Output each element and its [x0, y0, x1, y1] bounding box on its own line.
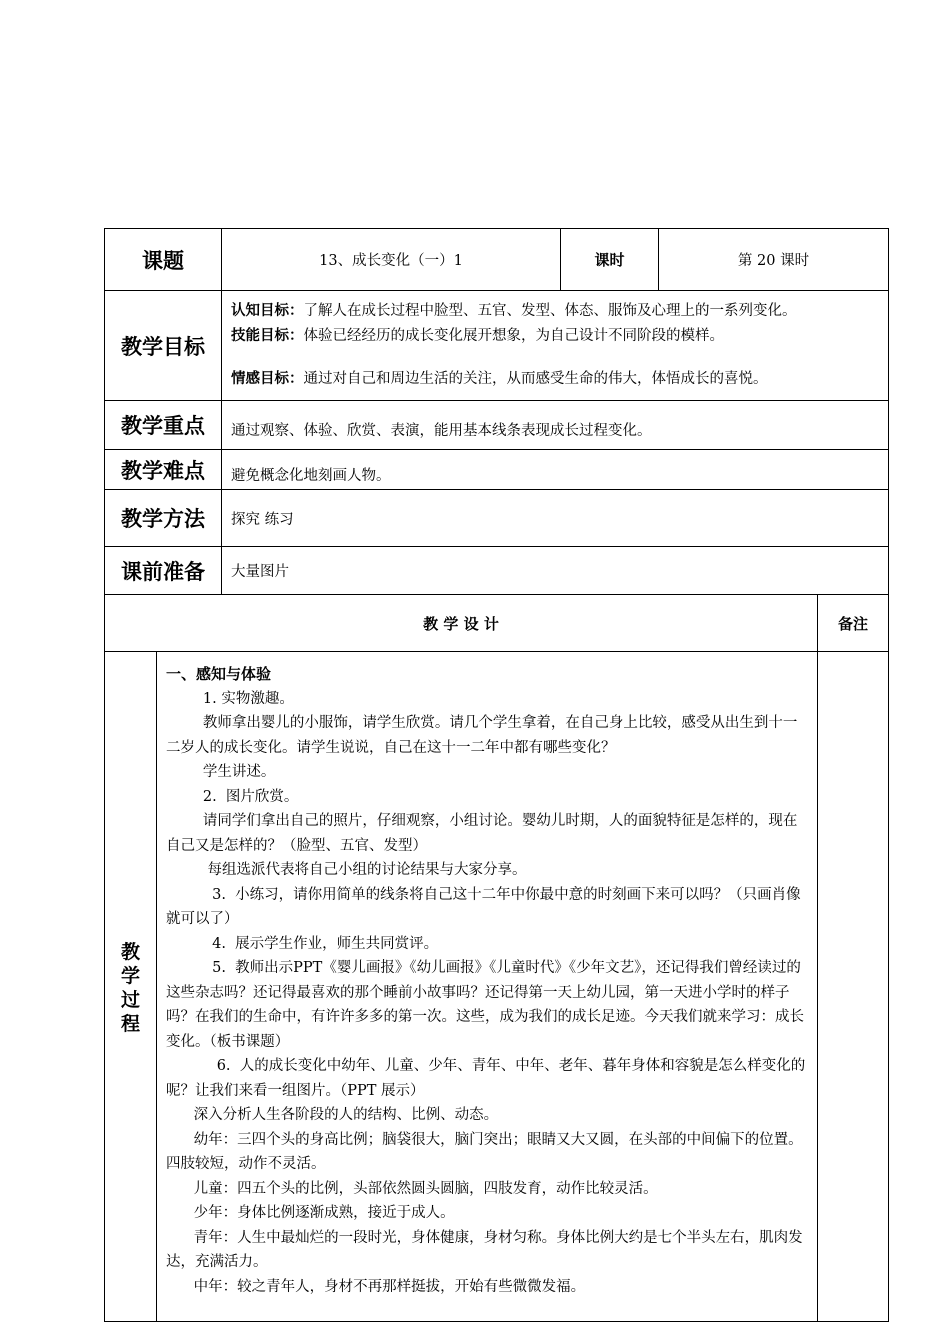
process-paragraph: 学生讲述。 — [166, 764, 276, 780]
process-paragraph: 教师拿出婴儿的小服饰，请学生欣赏。请几个学生拿着，在自己身上比较，感受从出生到十一二岁人的成长变化。请学生说说，自己在这十一二年中都有哪些变化？ — [166, 715, 798, 756]
process-paragraph: 青年：人生中最灿烂的一段时光，身体健康，身材匀称。身体比例大约是七个半头左右，肌肉发达，充满活力。 — [166, 1229, 803, 1270]
difficulties-value: 避免概念化地刻画人物。 — [231, 468, 391, 484]
row-divider — [104, 651, 889, 652]
notes-header: 备注 — [837, 614, 868, 633]
side-char: 教 — [120, 941, 140, 963]
key-points-value: 通过观察、体验、欣赏、表演，能用基本线条表现成长过程变化。 — [231, 422, 652, 439]
topic-label: 课题 — [142, 248, 184, 273]
process-paragraph: 儿童：四五个头的比例，头部依然圆头圆脑，四肢发育，动作比较灵活。 — [166, 1180, 658, 1197]
notes-column-divider — [817, 594, 818, 1322]
design-header: 教 学 设 计 — [423, 614, 499, 633]
skill-goal-label: 技能目标： — [231, 328, 304, 344]
goals-label: 教学目标 — [121, 334, 205, 359]
cognitive-goal — [231, 299, 797, 320]
difficulties-label: 教学难点 — [121, 458, 205, 483]
preparation-value: 大量图片 — [231, 564, 289, 580]
side-char: 过 — [120, 989, 140, 1011]
process-paragraph: 深入分析人生各阶段的人的结构、比例、动态。 — [166, 1107, 499, 1123]
side-char: 学 — [120, 965, 140, 987]
cognitive-goal-label: 认知目标： — [231, 303, 304, 319]
process-paragraph: 3. 小练习，请你用简单的线条将自己这十二年中你最中意的时刻画下来可以吗？（只画肖像就可以了） — [166, 886, 801, 927]
process-paragraph: 4. 展示学生作业，师生共同赏评。 — [166, 935, 439, 952]
key-points-label: 教学重点 — [121, 414, 205, 438]
process-side-label — [105, 940, 156, 1036]
side-label-divider — [156, 651, 157, 1322]
process-paragraph: 2. 图片欣赏。 — [166, 788, 299, 805]
emotion-goal-text: 通过对自己和周边生活的关注，从而感受生命的伟大，体悟成长的喜悦。 — [303, 371, 768, 387]
process-paragraph: 1. 实物激趣。 — [166, 690, 294, 707]
skill-goal-text: 体验已经经历的成长变化展开想象，为自己设计不同阶段的模样。 — [303, 328, 724, 344]
process-paragraph: 中年：较之青年人，身材不再那样挺拔，开始有些微微发福。 — [166, 1278, 586, 1295]
skill-goal — [231, 324, 724, 345]
process-paragraph: 6. 人的成长变化中幼年、儿童、少年、青年、中年、老年、暮年身体和容貌是怎么样变化的呢？让我们来看一组图片。（PPT 展示） — [166, 1058, 806, 1099]
process-paragraph: 5. 教师出示PPT《婴儿画报》《幼儿画报》《儿童时代》《少年文艺》，还记得我们曾经读过的这些杂志吗？还记得最喜欢的那个睡前小故事吗？还记得第一天上幼儿园，第一天进小学时的样子吗？在我们的生命中，有许许多多的第一次。这些，成为我们的成长足迹。今天我们就来学习：成长变化。（板书课题） — [166, 960, 804, 1050]
emotion-goal — [231, 367, 768, 388]
period-label: 课时 — [594, 251, 625, 269]
process-content — [166, 662, 811, 1299]
preparation-label: 课前准备 — [121, 559, 205, 584]
process-heading: 一、感知与体验 — [166, 665, 272, 683]
methods-value: 探究 练习 — [231, 511, 294, 528]
period-value: 第 20 课时 — [737, 253, 810, 269]
side-char: 程 — [120, 1013, 140, 1035]
process-paragraph: 请同学们拿出自己的照片，仔细观察，小组讨论。婴幼儿时期，人的面貌特征是怎样的，现在自己又是怎样的？（脸型、五官、发型） — [166, 813, 798, 854]
cognitive-goal-text: 了解人在成长过程中脸型、五官、发型、体态、服饰及心理上的一系列变化。 — [303, 303, 797, 319]
process-paragraph: 少年：身体比例逐渐成熟，接近于成人。 — [166, 1205, 455, 1221]
table-border-bottom — [104, 1321, 889, 1322]
emotion-goal-label: 情感目标： — [231, 371, 304, 387]
process-paragraph: 幼年：三四个头的身高比例；脑袋很大，脑门突出；眼睛又大又圆，在头部的中间偏下的位置。四肢较短，动作不灵活。 — [166, 1131, 803, 1172]
process-paragraph: 每组选派代表将自己小组的讨论结果与大家分享。 — [166, 862, 527, 878]
topic-value: 13、成长变化（一）1 — [319, 253, 463, 269]
methods-label: 教学方法 — [121, 507, 205, 531]
table-border-right — [888, 228, 889, 1322]
